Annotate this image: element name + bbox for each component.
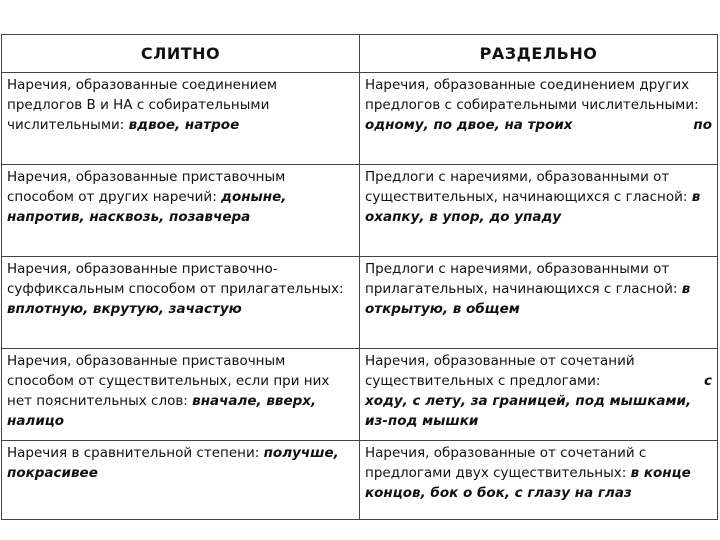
cell-separately bbox=[360, 441, 718, 520]
rule-example: в открытую, в общем bbox=[365, 281, 691, 317]
rule-text: Наречия в сравнительной степени: bbox=[7, 445, 264, 461]
table-row bbox=[2, 257, 718, 349]
rule-example: по bbox=[693, 117, 712, 133]
table-row bbox=[2, 349, 718, 441]
rule-example: вначале, вверх, налицо bbox=[7, 393, 317, 429]
rule-example: в охапку, в упор, до упаду bbox=[365, 189, 701, 225]
header-separately: РАЗДЕЛЬНО bbox=[360, 35, 718, 73]
rule-text: Наречия, образованные соединением предлогов В и НА с собирательными числительными: bbox=[7, 77, 278, 133]
cell-separately bbox=[360, 165, 718, 257]
rule-text: Наречия, образованные приставочным способом от существительных, если при них нет пояснительных слов: bbox=[7, 353, 330, 409]
rule-text: Наречия, образованные приставочно-суффиксальным способом от прилагательных: bbox=[7, 261, 344, 297]
spelling-rules-table bbox=[1, 34, 718, 520]
rule-text: Предлоги с наречиями, образованными от существительных, начинающихся с гласной: bbox=[365, 169, 692, 205]
header-together: СЛИТНО bbox=[2, 35, 360, 73]
rule-example: ходу, с лету, за границей, под мышками, из-под мышки bbox=[365, 393, 692, 429]
cell-separately bbox=[360, 257, 718, 349]
rule-example: одному, по двое, на троих bbox=[365, 117, 573, 133]
rule-example: вдвое, натрое bbox=[128, 117, 240, 133]
cell-together bbox=[2, 257, 360, 349]
rule-example: с bbox=[703, 373, 712, 389]
rule-example: в конце концов, бок о бок, с глазу на глаз bbox=[365, 465, 691, 501]
cell-together bbox=[2, 349, 360, 441]
table-row bbox=[2, 165, 718, 257]
rule-text: Наречия, образованные соединением других предлогов с собирательными числительными: bbox=[365, 77, 699, 113]
cell-together bbox=[2, 73, 360, 165]
cell-separately bbox=[360, 73, 718, 165]
rule-text: Предлоги с наречиями, образованными от прилагательных, начинающихся с гласной: bbox=[365, 261, 682, 297]
cell-together bbox=[2, 165, 360, 257]
cell-separately bbox=[360, 349, 718, 441]
rule-example: получше, покрасивее bbox=[7, 445, 339, 481]
rule-text: Наречия, образованные от сочетаний существительных с предлогами: bbox=[365, 353, 635, 389]
table-row bbox=[2, 73, 718, 165]
cell-together bbox=[2, 441, 360, 520]
rule-example: вплотную, вкрутую, зачастую bbox=[7, 301, 242, 317]
rule-example: доныне, напротив, насквозь, позавчера bbox=[7, 189, 287, 225]
rule-text: Наречия, образованные от сочетаний с предлогами двух существительных: bbox=[365, 445, 647, 481]
header-row bbox=[2, 35, 718, 73]
table-row bbox=[2, 441, 718, 520]
rule-text: Наречия, образованные приставочным способом от других наречий: bbox=[7, 169, 286, 205]
